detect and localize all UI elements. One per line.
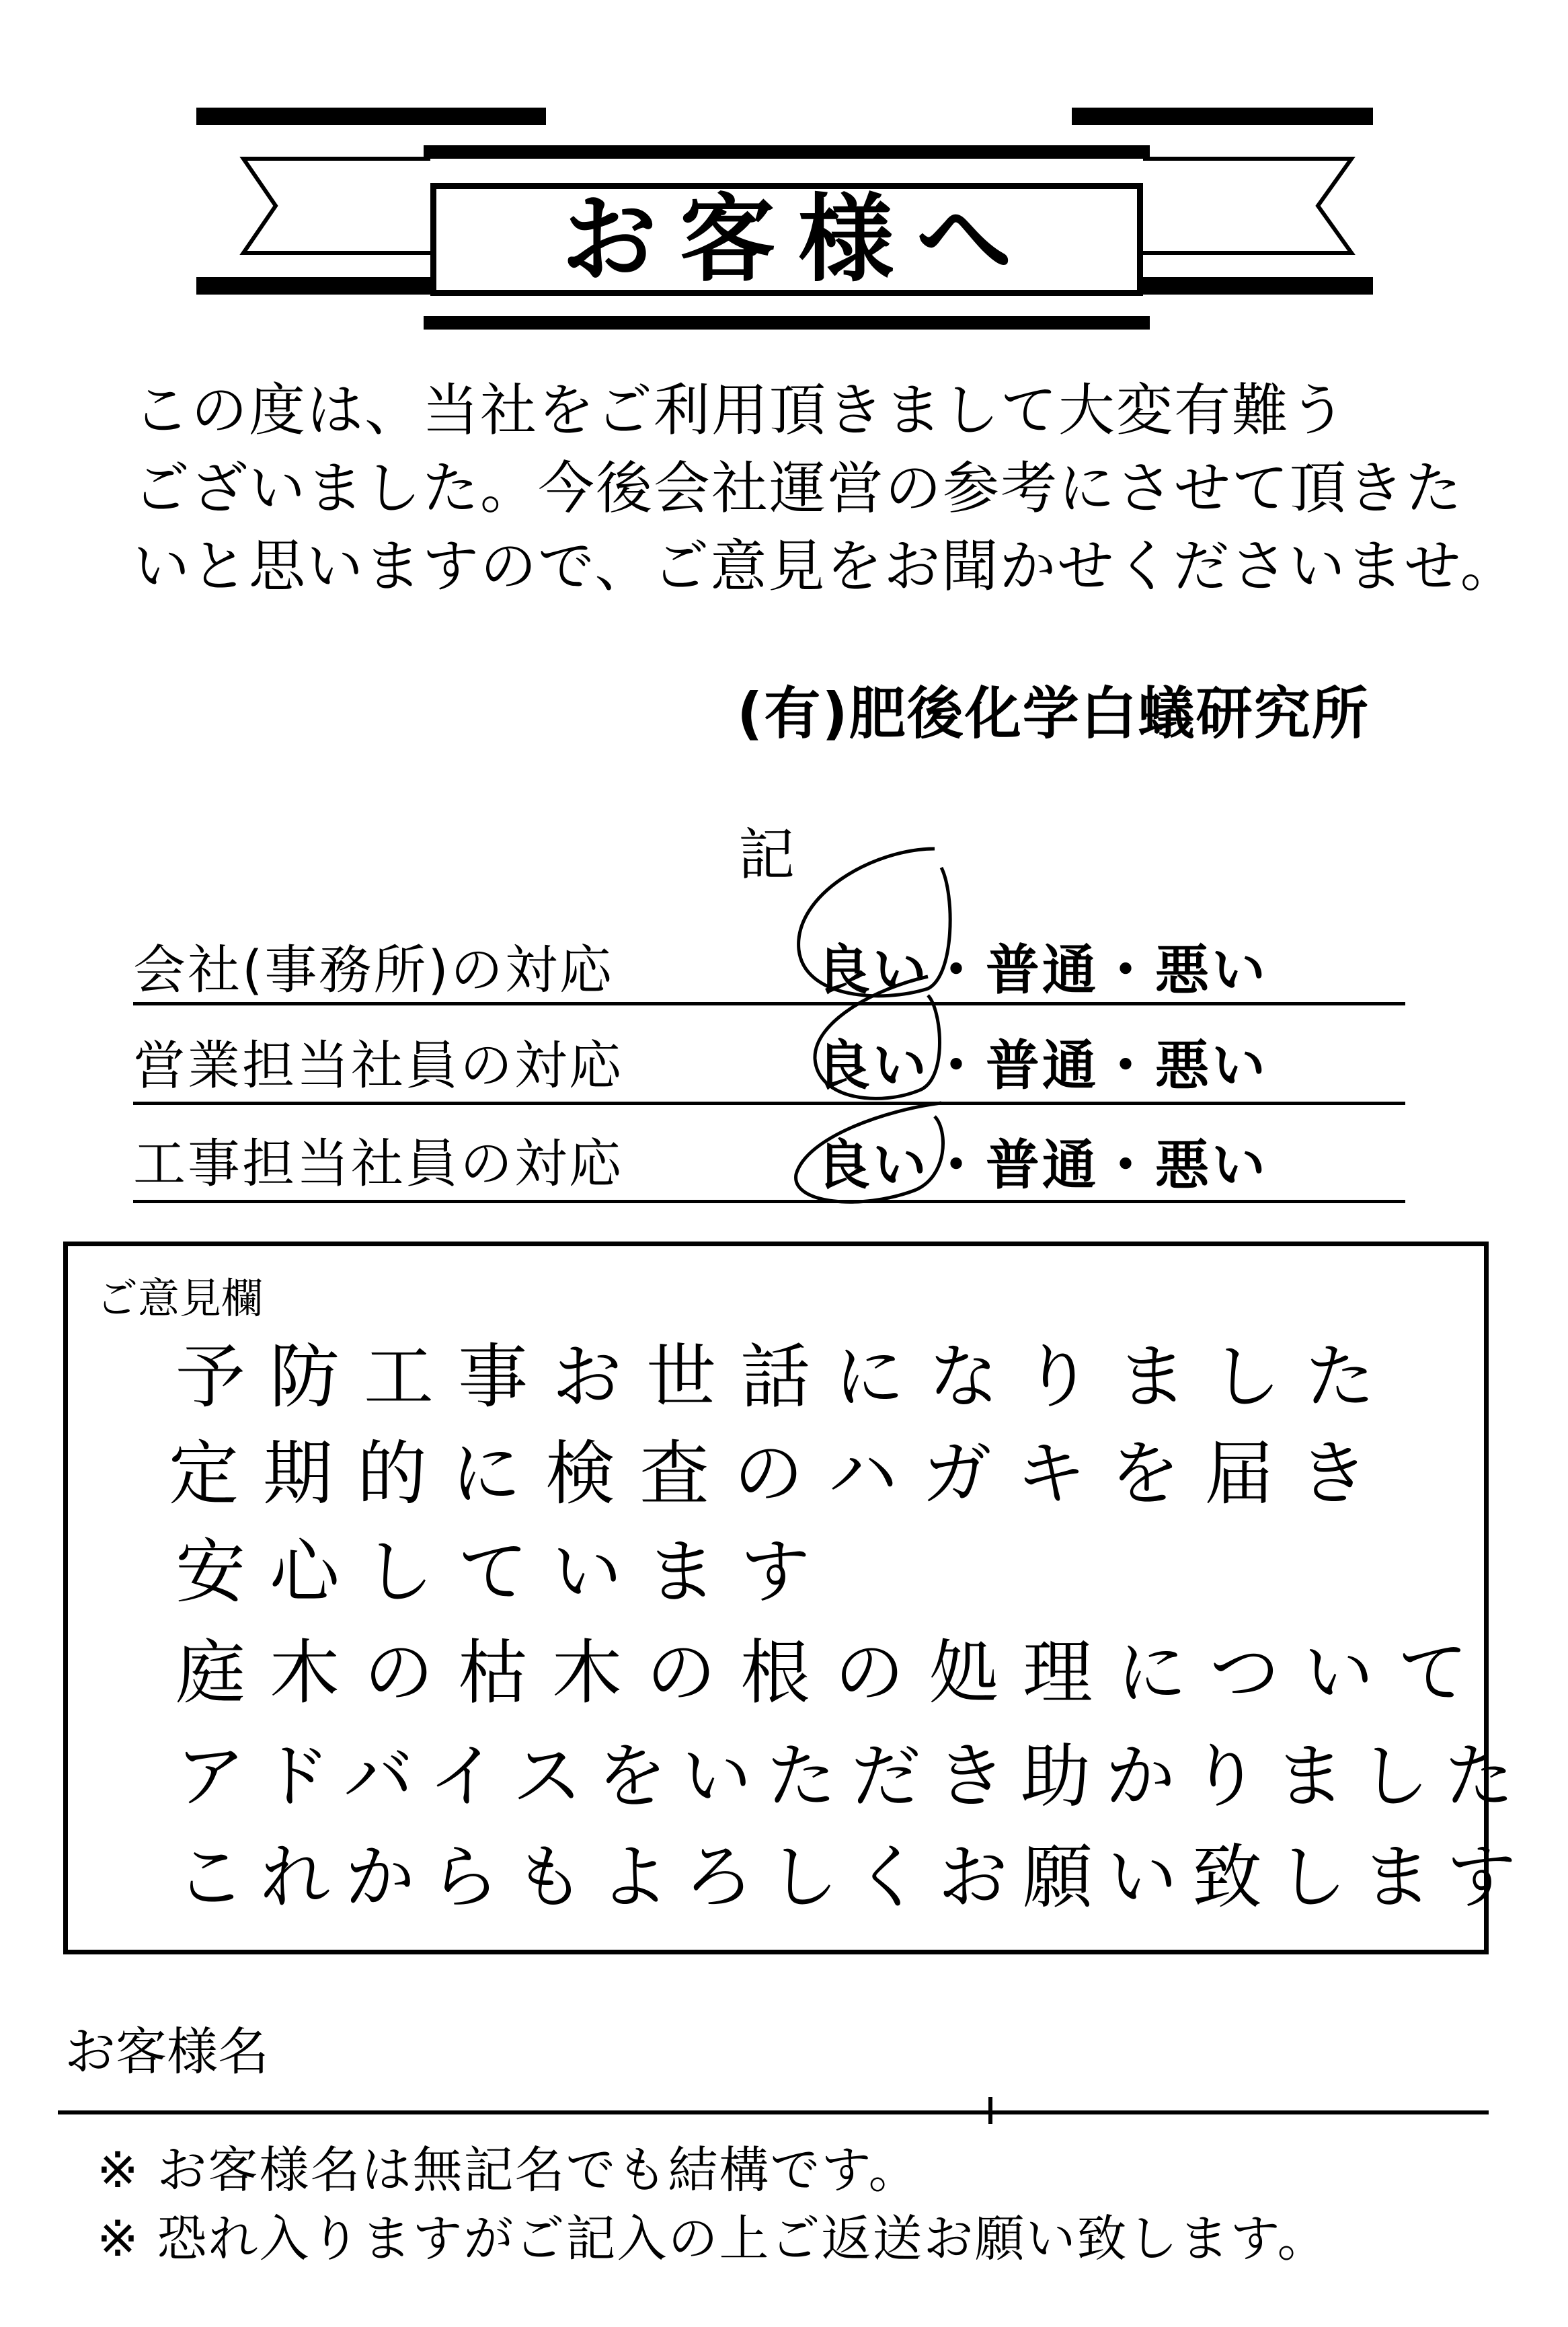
ki-heading: 記 bbox=[738, 822, 795, 888]
option-good[interactable]: 良い bbox=[816, 939, 929, 1001]
rating-row-label-construction: 工事担当社員の対応 bbox=[133, 1134, 624, 1194]
pen-mark bbox=[988, 2097, 992, 2124]
comment-line-1: 予防工事お世話になりました bbox=[175, 1336, 1400, 1418]
option-separator: ・ bbox=[929, 1134, 986, 1196]
comment-line-2: 定期的に検査のハガキを届き bbox=[169, 1433, 1393, 1515]
option-separator: ・ bbox=[1099, 939, 1155, 1001]
rating-row-label-company: 会社(事務所)の対応 bbox=[133, 940, 614, 1001]
note-line-1: ※ お客様名は無記名でも結構です。 bbox=[97, 2141, 920, 2199]
option-bad[interactable]: 悪い bbox=[1155, 1134, 1268, 1196]
option-separator: ・ bbox=[1099, 1134, 1155, 1196]
comment-line-3: 安心しています bbox=[175, 1531, 835, 1613]
comments-title: ご意見欄 bbox=[96, 1274, 264, 1323]
option-normal[interactable]: 普通 bbox=[986, 1034, 1099, 1097]
option-separator: ・ bbox=[929, 1034, 986, 1097]
customer-name-underline bbox=[58, 2110, 1489, 2114]
option-good[interactable]: 良い bbox=[816, 1034, 929, 1097]
comment-line-5: アドバイスをいただき助かりました bbox=[175, 1735, 1529, 1817]
rating-row-label-sales: 営業担当社員の対応 bbox=[133, 1036, 624, 1096]
option-bad[interactable]: 悪い bbox=[1155, 939, 1268, 1001]
customer-name-field[interactable] bbox=[282, 2011, 1425, 2092]
option-normal[interactable]: 普通 bbox=[986, 939, 1099, 1001]
selection-circle-sales bbox=[815, 977, 940, 1098]
option-separator: ・ bbox=[1099, 1034, 1155, 1097]
comment-line-6: これからもよろしくお願い致します bbox=[175, 1836, 1532, 1918]
intro-line-3: いと思いますので、ご意見をお聞かせくださいませ。 bbox=[133, 533, 1518, 599]
comments-box[interactable] bbox=[63, 1242, 1532, 1954]
note-line-2: ※ 恐れ入りますがご記入の上ご返送お願い致します。 bbox=[97, 2210, 1329, 2268]
option-bad[interactable]: 悪い bbox=[1155, 1034, 1268, 1097]
customer-name-label: お客様名 bbox=[65, 2022, 269, 2082]
option-separator: ・ bbox=[929, 939, 986, 1001]
intro-line-2: ございました。今後会社運営の参考にさせて頂きた bbox=[133, 455, 1464, 521]
selection-circle-construction bbox=[796, 1103, 943, 1202]
company-name: (有)肥後化学白蟻研究所 bbox=[737, 681, 1370, 747]
selection-circle-company bbox=[799, 849, 951, 996]
intro-line-1: この度は、当社をご利用頂きまして大変有難う bbox=[133, 377, 1348, 443]
comment-line-4: 庭木の枯木の根の処理について bbox=[175, 1632, 1492, 1714]
page-title: お客様へ bbox=[561, 184, 1035, 295]
option-normal[interactable]: 普通 bbox=[986, 1134, 1099, 1196]
option-good[interactable]: 良い bbox=[816, 1134, 929, 1196]
